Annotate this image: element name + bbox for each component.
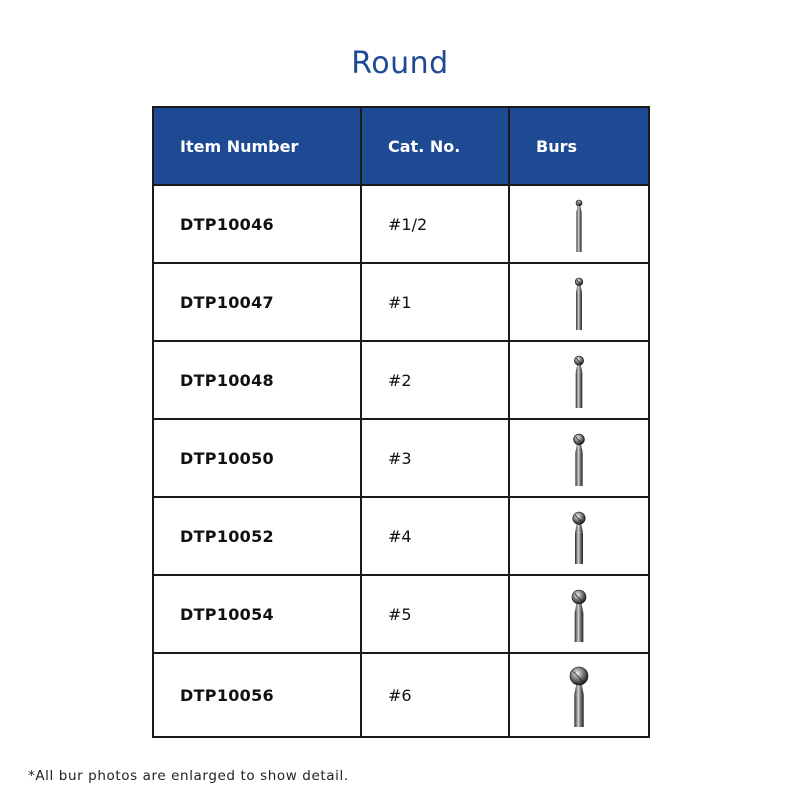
bur-shank xyxy=(576,292,582,330)
bur-cell xyxy=(509,653,649,737)
bur-shank xyxy=(574,695,583,727)
item-number-cell: DTP10052 xyxy=(153,497,361,575)
bur-shank xyxy=(575,613,584,642)
table-row xyxy=(153,653,649,737)
table-row xyxy=(153,263,649,341)
bur-head xyxy=(574,356,583,365)
item-number-cell: DTP10050 xyxy=(153,419,361,497)
item-number-cell: DTP10054 xyxy=(153,575,361,653)
round-bur-icon xyxy=(559,274,599,330)
bur-cell xyxy=(509,575,649,653)
bur-neck xyxy=(575,523,583,532)
cat-no-cell: #2 xyxy=(361,341,509,419)
cat-no-cell: #6 xyxy=(361,653,509,737)
bur-neck xyxy=(574,684,583,695)
bur-head xyxy=(573,512,585,524)
header-item-number: Item Number xyxy=(153,107,361,185)
table-header-row xyxy=(153,107,649,185)
round-bur-icon xyxy=(559,508,599,564)
table-row xyxy=(153,185,649,263)
cat-no-cell: #4 xyxy=(361,497,509,575)
bur-cell xyxy=(509,341,649,419)
bur-shank xyxy=(576,372,583,408)
bur-shank xyxy=(575,533,583,564)
footnote: *All bur photos are enlarged to show detail. xyxy=(28,768,349,784)
bur-head xyxy=(572,590,586,604)
bur-cell xyxy=(509,497,649,575)
cat-no-cell: #3 xyxy=(361,419,509,497)
round-bur-icon xyxy=(559,430,599,486)
round-bur-icon xyxy=(559,196,599,252)
bur-head xyxy=(575,278,583,286)
bur-cell xyxy=(509,419,649,497)
header-cat-no: Cat. No. xyxy=(361,107,509,185)
bur-shank xyxy=(575,453,582,486)
round-bur-icon xyxy=(559,586,599,642)
bur-table xyxy=(152,106,650,738)
bur-head xyxy=(570,667,588,685)
bur-shank xyxy=(576,212,581,252)
cat-no-cell: #1 xyxy=(361,263,509,341)
bur-neck xyxy=(575,444,582,453)
bur-cell xyxy=(509,263,649,341)
table-row xyxy=(153,419,649,497)
round-bur-icon xyxy=(559,352,599,408)
item-number-cell: DTP10047 xyxy=(153,263,361,341)
bur-head xyxy=(574,434,585,445)
item-number-cell: DTP10056 xyxy=(153,653,361,737)
cat-no-cell: #5 xyxy=(361,575,509,653)
round-bur-icon xyxy=(559,663,599,727)
table-row xyxy=(153,341,649,419)
page-title: Round xyxy=(351,46,449,81)
header-burs: Burs xyxy=(509,107,649,185)
item-number-cell: DTP10046 xyxy=(153,185,361,263)
table-row xyxy=(153,497,649,575)
bur-cell xyxy=(509,185,649,263)
table-row xyxy=(153,575,649,653)
cat-no-cell: #1/2 xyxy=(361,185,509,263)
bur-neck xyxy=(575,603,584,613)
item-number-cell: DTP10048 xyxy=(153,341,361,419)
